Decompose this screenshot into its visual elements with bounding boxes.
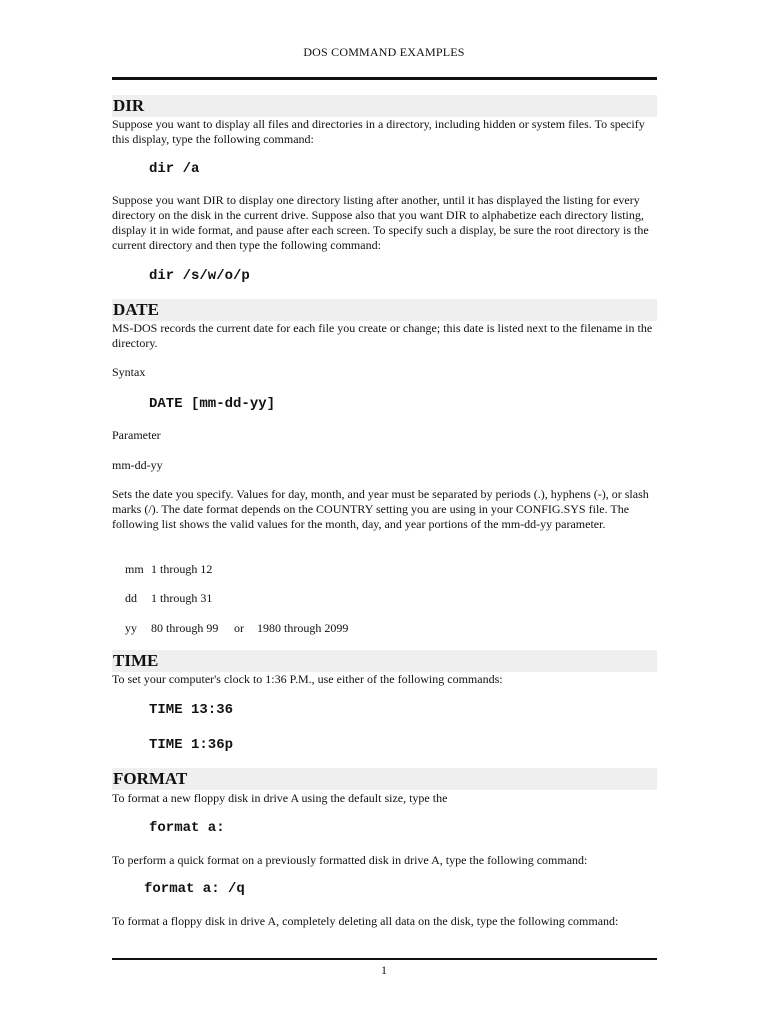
time-paragraph-1: To set your computer's clock to 1:36 P.M., use either of the following commands: (112, 672, 503, 686)
value-range: 1 through 31 (151, 591, 213, 605)
dir-paragraph-1: Suppose you want to display all files and directories in a directory, including hidden or system files. To specify this display, type the following command: (112, 117, 645, 146)
page-header-title: DOS COMMAND EXAMPLES (303, 45, 465, 59)
page-number: 1 (381, 963, 387, 977)
value-key: dd (125, 591, 137, 605)
format-paragraph-1: To format a new floppy disk in drive A using the default size, type the (112, 791, 448, 805)
dir-paragraph-2: Suppose you want DIR to display one directory listing after another, until it has displayed the listing for every directory on the disk in the current drive. Suppose also that you want DIR to alphabetize each directory listing, display it in wide format, and pause after each screen. To specify such a display, be sure the root directory is the current directory and then type the following command: (112, 193, 649, 252)
dir-code-2: dir /s/w/o/p (149, 268, 250, 284)
format-code-2: format a: /q (144, 881, 245, 897)
time-code-1: TIME 13:36 (149, 702, 234, 718)
format-code-1: format a: (149, 820, 225, 836)
value-range-alt: 1980 through 2099 (257, 621, 349, 635)
date-paragraph-2: Sets the date you specify. Values for day, month, and year must be separated by periods (.), hyphens (-), or slash marks (/). The date format depends on the COUNTRY setting you are using in your CONFIG.SYS file. The following list shows the valid values for the month, day, and year portions of the mm-dd-yy parameter. (112, 487, 649, 531)
value-key: mm (125, 562, 144, 576)
date-syntax-label: Syntax (112, 365, 146, 379)
date-syntax-code: DATE [mm-dd-yy] (149, 396, 276, 412)
section-heading-format: FORMAT (112, 768, 657, 790)
date-parameter-name: mm-dd-yy (112, 458, 163, 472)
date-paragraph-1: MS-DOS records the current date for each file you create or change; this date is listed next to the filename in the directory. (112, 321, 653, 350)
section-heading-dir: DIR (112, 95, 657, 117)
time-code-2: TIME 1:36p (149, 737, 234, 753)
section-heading-date: DATE (112, 299, 657, 321)
footer-rule (112, 958, 657, 960)
value-range: 1 through 12 (151, 562, 213, 576)
format-paragraph-3: To format a floppy disk in drive A, completely deleting all data on the disk, type the following command: (112, 914, 619, 928)
dir-code-1: dir /a (149, 161, 200, 177)
value-or: or (234, 621, 244, 635)
value-range: 80 through 99 (151, 621, 219, 635)
header-rule (112, 77, 657, 80)
section-heading-time: TIME (112, 650, 657, 672)
format-paragraph-2: To perform a quick format on a previously formatted disk in drive A, type the following command: (112, 853, 588, 867)
value-key: yy (125, 621, 137, 635)
date-parameter-label: Parameter (112, 428, 161, 442)
